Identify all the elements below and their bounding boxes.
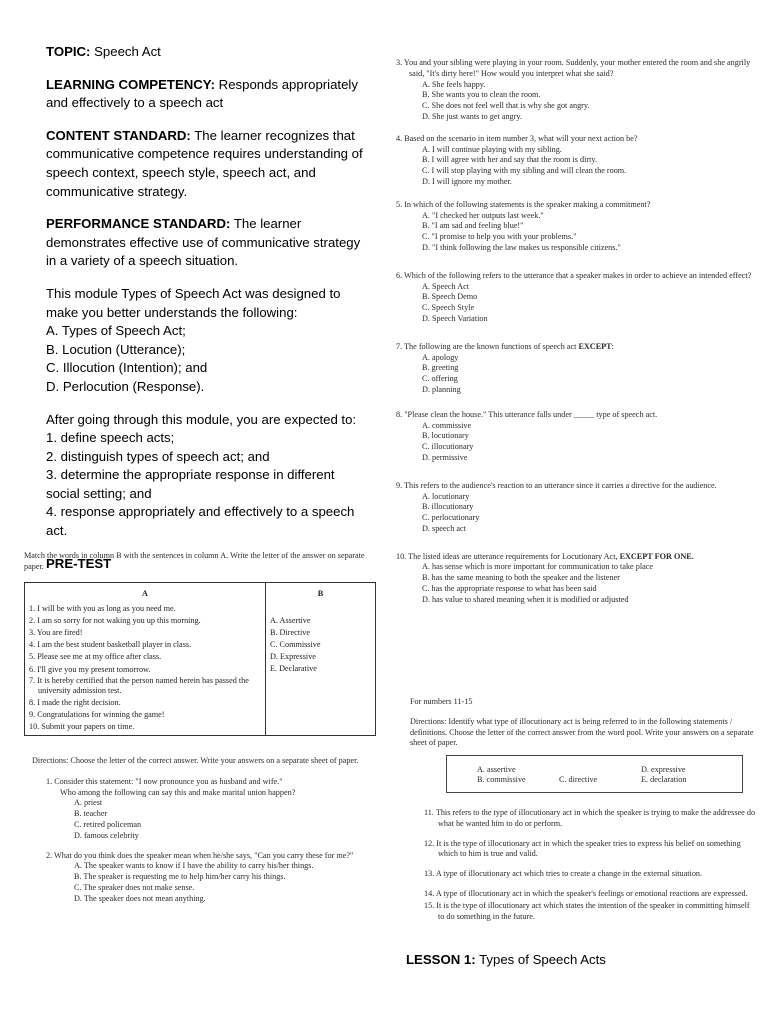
col-a-item: 8. I made the right decision. — [29, 697, 121, 707]
col-a-cell — [25, 603, 266, 735]
col-b-item: B. Directive — [270, 628, 311, 638]
matching-grid — [25, 583, 375, 735]
q5-option: B. "I am sad and feeling blue!" — [422, 221, 524, 231]
lesson-heading — [406, 952, 606, 967]
col-a-item: 2. I am so sorry for not waking you up this morning. — [29, 616, 201, 626]
q8-option: B. locutionary — [422, 431, 469, 441]
intro-section — [46, 43, 366, 573]
q7-option: A. apology — [422, 352, 459, 362]
q10-option: D. has value to shared meaning when it is modified or adjusted — [422, 594, 629, 604]
question-1-stem: 1. Consider this statement: "I now pronounce you as husband and wife." — [46, 776, 283, 786]
item-15: 15. It is the type of illocutionary act which states the intention of the speaker in committing himself to do something in the future. — [424, 900, 750, 921]
module-item: A. Types of Speech Act; — [46, 323, 186, 339]
q6-option: A. Speech Act — [422, 281, 470, 291]
item-12: 12. It is the type of illocutionary act in which the speaker tries to express his belief on something which to him is true and valid. — [424, 838, 741, 859]
q10-option: B. has the same meaning to both the speaker and the listener — [422, 573, 620, 583]
lesson-title: Types of Speech Acts — [479, 952, 606, 967]
q8-option: D. permissive — [422, 452, 468, 462]
objective-item: 3. determine the appropriate response in different social setting; and — [46, 467, 335, 501]
q3-option: C. She does not feel well that is why she got angry. — [422, 101, 590, 111]
matching-table — [24, 582, 376, 736]
col-a-header: A — [25, 583, 266, 603]
lesson-label: LESSON 1: — [406, 952, 476, 967]
q3-option: A. She feels happy. — [422, 79, 486, 89]
q4-option: D. I will ignore my mother. — [422, 176, 512, 186]
q4-option: A. I will continue playing with my sibling. — [422, 144, 562, 154]
part3-directions: Directions: Identify what type of illocutionary act is being referred to in the following statements / definitions. Choose the letter of the correct answer from the word pool. Write your answers on a separate sheet of paper. — [410, 716, 754, 748]
q9-option: A. locutionary — [422, 491, 470, 501]
pool-item-c: C. directive — [559, 775, 598, 784]
question-10 — [396, 552, 754, 606]
q7-stem-colon: : — [611, 341, 614, 351]
content-label: CONTENT STANDARD: — [46, 127, 191, 143]
q2-option: B. The speaker is requesting me to help him/her carry his things. — [74, 872, 286, 882]
module-item: B. Locution (Utterance); — [46, 341, 186, 357]
objective-item: 2. distinguish types of speech act; and — [46, 448, 270, 464]
mc-right-section — [396, 58, 754, 606]
q6-option: B. Speech Demo — [422, 292, 478, 302]
q4-option: B. I will agree with her and say that the room is dirty. — [422, 155, 598, 165]
module-intro — [46, 285, 366, 397]
topic-text: Speech Act — [94, 44, 161, 59]
objective-item: 1. define speech acts; — [46, 430, 175, 446]
col-a-item: 10. Submit your papers on time. — [29, 721, 135, 731]
col-a-item: 3. You are fired! — [29, 628, 83, 638]
q10-stem-text: 10. The listed ideas are utterance requirements for Locutionary Act, — [396, 551, 620, 561]
col-b-item: A. Assertive — [270, 616, 311, 626]
pool-item-e: E. declaration — [641, 775, 687, 784]
pretest-title: PRE-TEST — [46, 555, 112, 571]
item-11: 11. This refers to the type of illocutionary act in which the speaker is trying to make the addressee do what he wanted him to do or perform. — [424, 808, 756, 828]
q6-option: D. Speech Variation — [422, 313, 488, 323]
topic-label: TOPIC: — [46, 44, 91, 59]
question-5 — [396, 200, 754, 254]
pool-item-b: B. commissive — [477, 775, 526, 784]
col-a-item: 9. Congratulations for winning the game! — [29, 709, 165, 719]
col-a-item: 5. Please see me at my office after class. — [29, 652, 162, 662]
word-pool-box — [446, 755, 743, 793]
q1-option: C. retired policeman — [74, 819, 142, 829]
question-9 — [396, 481, 754, 535]
col-b-cell — [266, 603, 376, 735]
item-13: 13. A type of illocutionary act which tries to create a change in the external situation. — [424, 869, 703, 879]
question-8 — [396, 410, 754, 464]
question-3 — [396, 58, 754, 123]
q7-option: C. offering — [422, 374, 458, 384]
question-6 — [396, 271, 754, 325]
mc-directions: Directions: Choose the letter of the correct answer. Write your answers on a separate sheet of paper. — [32, 756, 359, 765]
module-item: C. Illocution (Intention); and — [46, 360, 208, 376]
q7-stem-text: 7. The following are the known functions of speech act — [396, 341, 579, 351]
question-6-stem: 6. Which of the following refers to the utterance that a speaker makes in order to achieve an intended effect? — [396, 270, 752, 280]
q3-option: B. She wants you to clean the room. — [422, 90, 541, 100]
q5-option: A. "I checked her outputs last week." — [422, 210, 544, 220]
part3-section — [410, 697, 756, 749]
question-9-stem: 9. This refers to the audience's reaction to an utterance since it carries a directive for the audience. — [396, 480, 717, 490]
q7-option: B. greeting — [422, 363, 459, 373]
q4-option: C. I will stop playing with my sibling and will clean the room. — [422, 166, 627, 176]
q1-option: D. famous celebrity — [74, 830, 139, 840]
question-2-stem: 2. What do you think does the speaker mean when he/she says, "Can you carry these for me?" — [46, 850, 354, 860]
q6-option: C. Speech Style — [422, 303, 475, 313]
module-item: D. Perlocution (Response). — [46, 378, 205, 394]
question-7 — [396, 342, 754, 396]
content-text: The learner recognizes that communicative competence requires understanding of speech context, speech style, speech act, and communicative strategy. — [46, 127, 363, 199]
q2-option: A. The speaker wants to know if I have the ability to carry his/her things. — [74, 861, 314, 871]
question-4 — [396, 134, 754, 188]
question-1-stem-2: Who among the following can say this and make marital union happen? — [60, 787, 296, 797]
q7-stem-emphasis: EXCEPT — [578, 341, 612, 351]
question-3-stem: 3. You and your sibling were playing in your room. Suddenly, your mother entered the room and she angrily said, "It's dirty here!" How would you interpret what she said? — [396, 58, 751, 78]
item-14: 14. A type of illocutionary act in which the speaker's feelings or emotional reactions are expressed. — [424, 888, 748, 898]
col-a-item: 4. I am the best student basketball player in class. — [29, 640, 192, 650]
col-a-item: 6. I'll give you my present tomorrow. — [29, 664, 151, 674]
q9-option: D. speech act — [422, 523, 466, 533]
matching-directions-text: Match the words in column B with the sentences in column A. Write the letter of the answer on separate paper. — [24, 551, 365, 571]
question-4-stem: 4. Based on the scenario in item number 3, what will your next action be? — [396, 133, 638, 143]
competency-label: LEARNING COMPETENCY: — [46, 76, 215, 92]
q3-option: D. She just wants to get angry. — [422, 111, 522, 121]
q8-option: A. commissive — [422, 420, 472, 430]
q1-option: A. priest — [74, 798, 103, 808]
q2-option: C. The speaker does not make sense. — [74, 882, 195, 892]
q9-option: C. perlocutionary — [422, 513, 480, 523]
q1-option: B. teacher — [74, 809, 108, 819]
q10-option: C. has the appropriate response to what has been said — [422, 584, 597, 594]
matching-directions — [24, 551, 380, 573]
col-a-item: 7. It is hereby certified that the person named herein has passed the university admission test. — [29, 675, 249, 696]
q10-option: A. has sense which is more important for communication to take place — [422, 562, 654, 572]
performance-text: The learner demonstrates effective use of communicative strategy in a variety of a speech situation. — [46, 216, 361, 269]
content-standard — [46, 127, 366, 201]
objective-item: 4. response appropriately and effectively to a speech act. — [46, 504, 355, 539]
question-10-stem — [396, 552, 754, 563]
topic-line — [46, 43, 366, 62]
mc-left-section — [32, 756, 372, 905]
question-7-stem — [396, 342, 754, 353]
q8-option: C. illocutionary — [422, 442, 474, 452]
question-5-stem: 5. In which of the following statements is the speaker making a commitment? — [396, 199, 651, 209]
question-8-stem: 8. "Please clean the house." This utterance falls under _____ type of speech act. — [396, 409, 658, 419]
q9-option: B. illocutionary — [422, 502, 474, 512]
q2-option: D. The speaker does not mean anything. — [74, 893, 206, 903]
competency-text: Responds appropriately and effectively to a speech act — [46, 76, 358, 111]
part3-heading: For numbers 11-15 — [410, 697, 473, 706]
competency-line — [46, 76, 366, 113]
pool-item-d: D. expressive — [641, 765, 686, 774]
q5-option: C. "I promise to help you with your problems." — [422, 232, 577, 242]
pool-item-a: A. assertive — [477, 765, 516, 774]
col-b-item: D. Expressive — [270, 652, 316, 662]
performance-standard — [46, 215, 366, 271]
objectives-intro: After going through this module, you are expected to: — [46, 411, 357, 427]
q5-option: D. "I think following the law makes us responsible citizens." — [422, 242, 621, 252]
q10-stem-emphasis: EXCEPT FOR ONE. — [619, 551, 694, 561]
q7-option: D. planning — [422, 384, 461, 394]
performance-label: PERFORMANCE STANDARD: — [46, 216, 231, 232]
col-a-item: 1. I will be with you as long as you need me. — [29, 604, 176, 614]
part3-items — [424, 808, 756, 922]
col-b-item: C. Commissive — [270, 640, 321, 650]
objectives — [46, 411, 366, 541]
module-intro-text: This module Types of Speech Act was designed to make you better understands the following: — [46, 285, 341, 320]
col-b-item: E. Declarative — [270, 664, 317, 674]
col-b-header: B — [317, 589, 324, 598]
